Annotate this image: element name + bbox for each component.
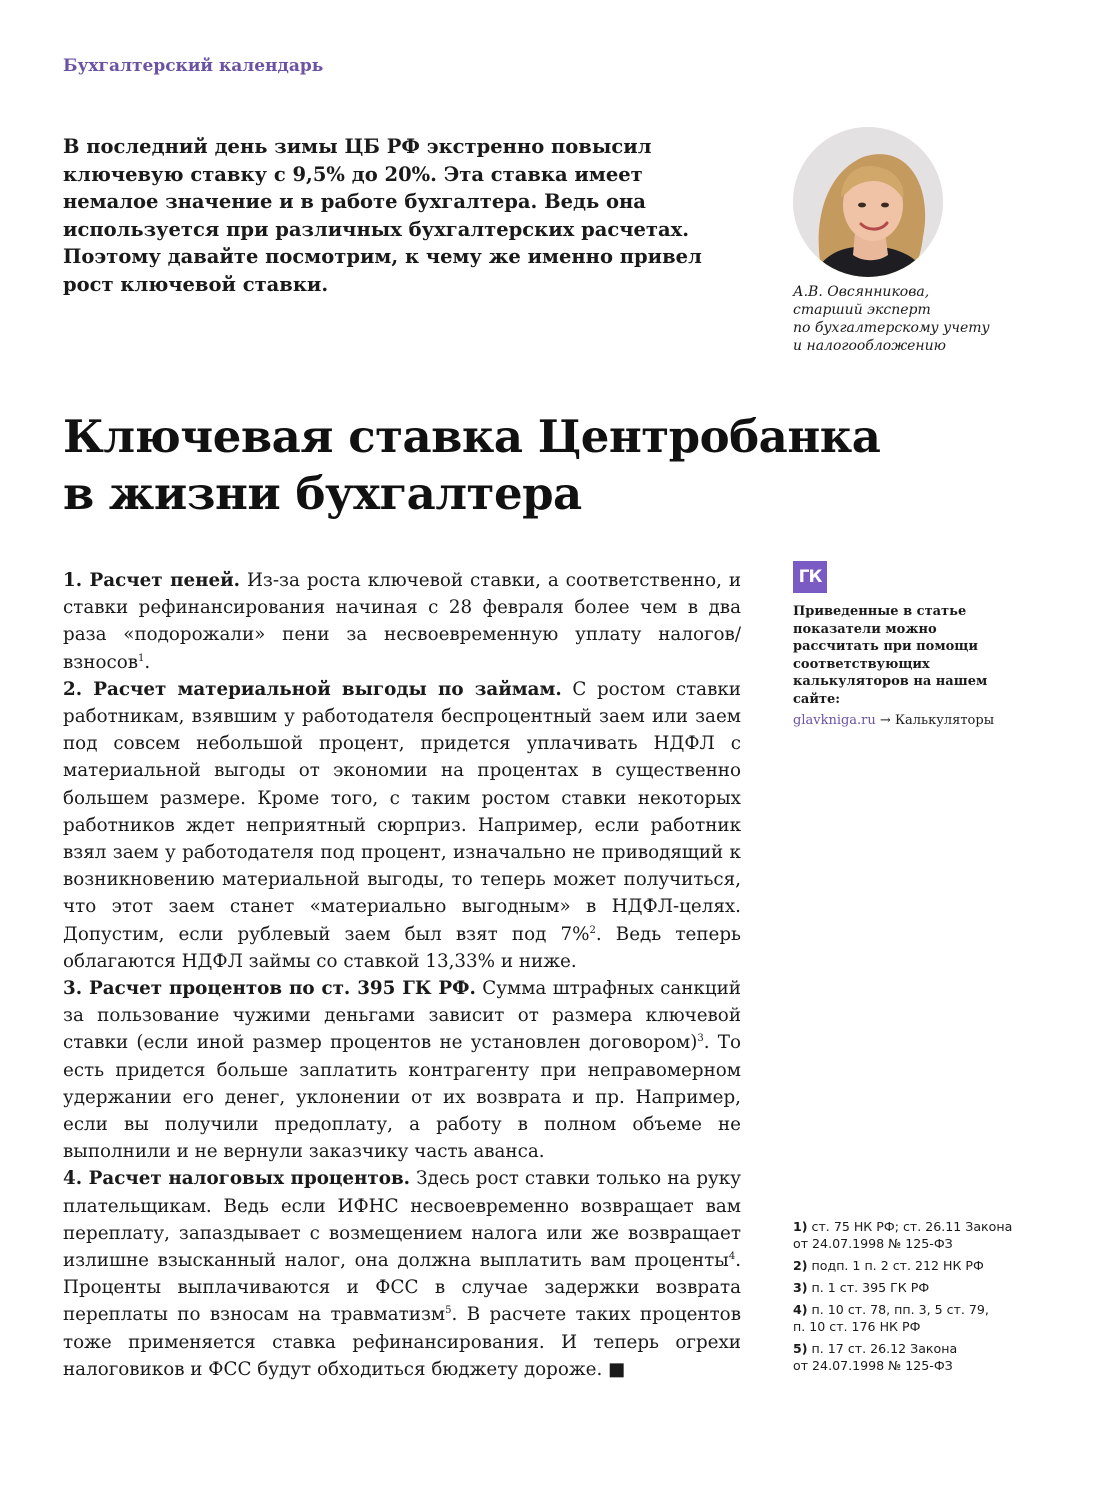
footnote-ref: 1 bbox=[138, 652, 145, 664]
article-body bbox=[63, 567, 741, 1383]
footnote-item bbox=[793, 1301, 1033, 1335]
footnote-text: ст. 75 НК РФ; ст. 26.11 Закона bbox=[811, 1219, 1013, 1234]
section-label: Бухгалтерский календарь bbox=[63, 56, 324, 76]
author-role-line: и налогообложению bbox=[793, 338, 946, 354]
item-text: . В расчете таких процентов тоже применяется ставка рефинансирования. И теперь огрехи налоговиков и ФСС будут обходиться бюджету дороже. ■ bbox=[63, 1304, 741, 1380]
item-text: . Проценты выплачиваются и ФСС в случае задержки возврата переплаты по взносам на травматизм bbox=[63, 1250, 741, 1326]
arrow-right-icon: → bbox=[879, 713, 891, 728]
item-text: . То есть придется больше заплатить контрагенту при неправомерном удержании его денег, уклонении от их возврата и пр. Например, если вы получили предоплату, а работу в полном объеме не выполнили и не вернули заказчику часть аванса. bbox=[63, 1032, 741, 1163]
lead-paragraph: В последний день зимы ЦБ РФ экстренно повысил ключевую ставку с 9,5% до 20%. Эта ставка имеет немалое значение и в работе бухгалтера. Ведь она используется при различных бухгалтерских расчетах. Поэтому давайте посмотрим, к чему же именно привел рост ключевой ставки. bbox=[63, 135, 702, 296]
item-text: Сумма штрафных санкций за пользование чужими деньгами зависит от размера ключевой ставки (если иной размер процентов не установлен договором) bbox=[63, 978, 741, 1054]
item-title: 1. Расчет пеней. bbox=[63, 570, 241, 591]
footnote-text: п. 1 ст. 395 ГК РФ bbox=[811, 1280, 930, 1295]
headline-line-2: в жизни бухгалтера bbox=[63, 467, 582, 520]
item-text: С ростом ставки работникам, взявшим у работодателя беспроцентный заем или заем под совсем небольшой процент, придется уплачивать НДФЛ с материальной выгоды от экономии на процентах в существенно большем размере. Кроме того, с таким ростом ставки некоторых работников ждет неприятный сюрприз. Например, если работник взял заем у работодателя под процент, изначально не приводящий к возникновению материальной выгоды, то теперь может получиться, что этот заем станет «материально выгодным» в НДФЛ-целях. Допустим, если рублевый заем был взят под 7% bbox=[63, 678, 741, 945]
item-text: . Ведь теперь облагаются НДФЛ займы со ставкой 13,33% и ниже. bbox=[63, 923, 741, 972]
footnote-ref: 2 bbox=[589, 924, 596, 936]
footnote-item bbox=[793, 1279, 1033, 1296]
footnotes bbox=[793, 1218, 1033, 1379]
footnote-ref: 3 bbox=[697, 1033, 704, 1045]
footnote-text: от 24.07.1998 № 125-ФЗ bbox=[793, 1358, 953, 1373]
calculator-tip: Приведенные в статье показатели можно рассчитать при помощи соответствующих калькуляторов на нашем сайте: bbox=[793, 604, 988, 707]
footnote-text: от 24.07.1998 № 125-ФЗ bbox=[793, 1236, 953, 1251]
author-photo bbox=[793, 127, 943, 277]
footnote-text: п. 10 ст. 78, пп. 3, 5 ст. 79, bbox=[811, 1302, 989, 1317]
footnote-number: 4) bbox=[793, 1302, 808, 1317]
footnote-text: п. 10 ст. 176 НК РФ bbox=[793, 1319, 921, 1334]
author-caption bbox=[793, 283, 1033, 355]
glavkniga-logo-icon: ГК bbox=[793, 561, 827, 593]
item-paragraph bbox=[63, 1165, 741, 1383]
footnote-text: п. 17 ст. 26.12 Закона bbox=[811, 1341, 958, 1356]
headline-line-1: Ключевая ставка Центробанка bbox=[63, 410, 881, 463]
item-text: Здесь рост ставки только на руку плательщикам. Ведь если ИФНС несвоевременно возвращает вам переплату, запаздывает с возмещением налога или же возвращает излишне взысканный налог, она должна выплатить вам проценты bbox=[63, 1168, 741, 1272]
item-paragraph bbox=[63, 676, 741, 975]
author-portrait-image bbox=[793, 127, 943, 277]
item-paragraph bbox=[63, 975, 741, 1165]
footnote-number: 1) bbox=[793, 1219, 808, 1234]
footnote-ref: 5 bbox=[445, 1305, 452, 1317]
site-link[interactable]: glavkniga.ru bbox=[793, 713, 876, 728]
footnote-item bbox=[793, 1257, 1033, 1274]
footnote-item bbox=[793, 1218, 1033, 1252]
item-paragraph bbox=[63, 567, 741, 676]
calculator-link[interactable] bbox=[793, 712, 1033, 729]
footnote-item bbox=[793, 1340, 1033, 1374]
item-text: Из-за роста ключевой ставки, а соответственно, и ставки рефинансирования начиная с 28 февраля более чем в два раза «подорожали» пени за несвоевременную уплату налогов/взносов bbox=[63, 570, 742, 673]
author-role-line: по бухгалтерскому учету bbox=[793, 320, 990, 336]
calculators-label: Калькуляторы bbox=[894, 713, 995, 728]
item-title: 2. Расчет материальной выгоды по займам. bbox=[63, 678, 562, 700]
author-name: А.В. Овсянникова, bbox=[793, 284, 930, 300]
item-text: . bbox=[144, 651, 151, 673]
footnote-number: 5) bbox=[793, 1341, 808, 1356]
item-title: 3. Расчет процентов по ст. 395 ГК РФ. bbox=[63, 978, 476, 1000]
author-role-line: старший эксперт bbox=[793, 302, 931, 318]
footnote-number: 3) bbox=[793, 1280, 808, 1295]
footnote-ref: 4 bbox=[728, 1250, 736, 1262]
footnote-number: 2) bbox=[793, 1258, 808, 1273]
footnote-text: подп. 1 п. 2 ст. 212 НК РФ bbox=[811, 1258, 984, 1273]
article-headline bbox=[63, 408, 963, 522]
item-title: 4. Расчет налоговых процентов. bbox=[63, 1168, 411, 1190]
